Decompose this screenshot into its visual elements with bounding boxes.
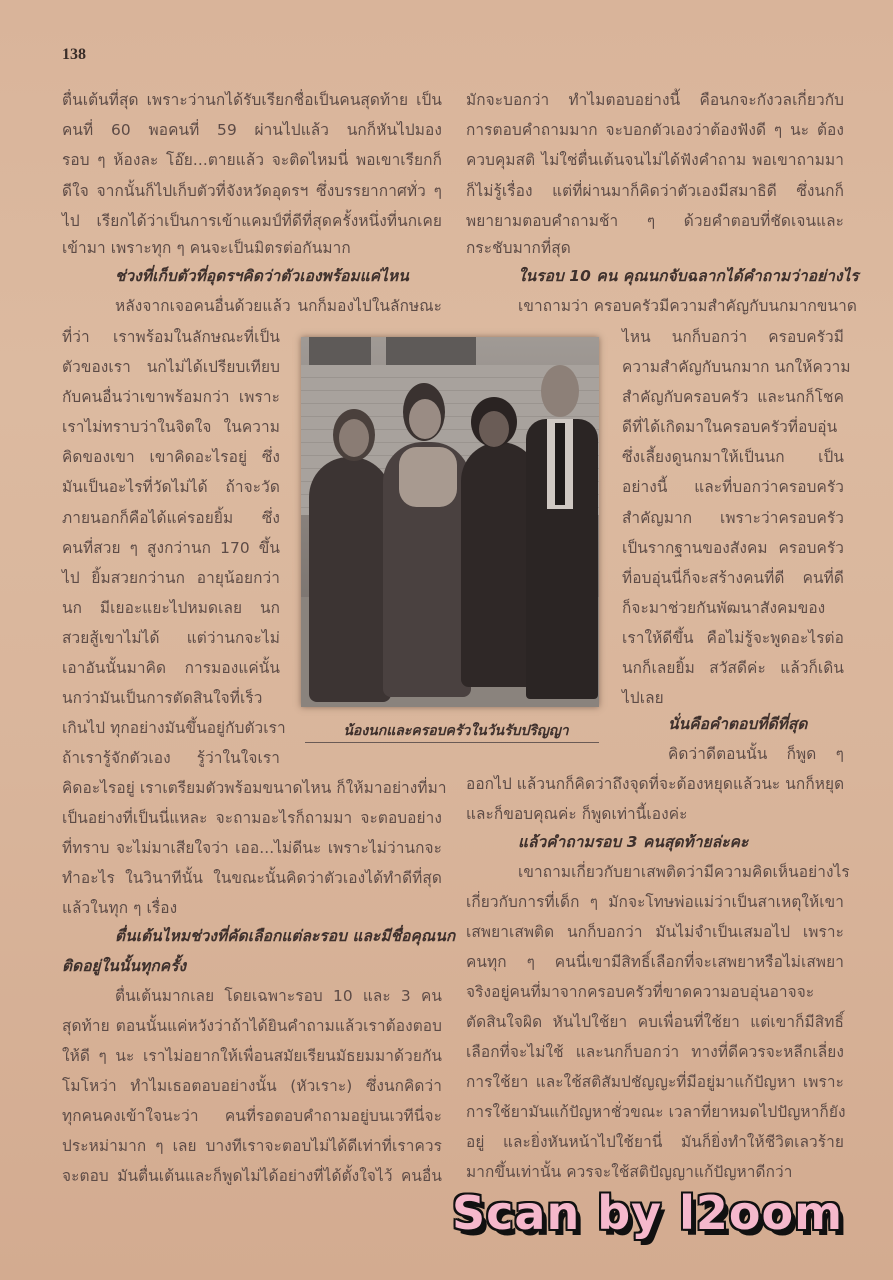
person-face — [339, 419, 369, 457]
text-line: ที่ว่า เราพร้อมในลักษณะที่เป็น — [62, 328, 280, 346]
text-line: เราไม่ทราบว่าในจิตใจ ในความ — [62, 418, 280, 436]
text-line: ซึ่งเลี้ยงดูนกมาให้เป็นนก เป็น — [622, 448, 844, 466]
section-heading: ในรอบ 10 คน คุณนกจับฉลากได้คำถามว่าอย่างไร — [518, 267, 859, 285]
photo-window — [386, 337, 476, 365]
text-line: นกก็เลยยิ้ม สวัสดีค่ะ แล้วก็เดิน — [622, 659, 844, 677]
text-line: สวยสู้เขาไม่ได้ แต่ว่านกจะไม่ — [62, 629, 280, 647]
text-line: จริงอยู่คนที่มาจากครอบครัวที่ขาดความอบอุ่นอาจจะ — [466, 983, 815, 1001]
text-line: ควบคุมสติ ไม่ใช่ตื่นเต้นจนไม่ได้ฟังคำถาม พอเขาถามมา — [466, 151, 844, 169]
text-line: ตื่นเต้นมากเลย โดยเฉพาะรอบ 10 และ 3 คน — [115, 987, 442, 1005]
text-line: ไป ยิ้มสวยกว่านก อายุน้อยกว่า — [62, 569, 280, 587]
text-line: เราให้ดีขึ้น คือไม่รู้จะพูดอะไรต่อ — [622, 629, 844, 647]
text-line: ทุกคนคงเข้าใจนะว่า คนที่รอตอบคำถามอยู่บนเวทีนี่จะ — [62, 1107, 442, 1125]
person-face — [409, 399, 441, 439]
text-line: ประหม่ามาก ๆ เลย บางทีเราจะตอบไม่ได้ดีเท่าที่เราควร — [62, 1137, 442, 1155]
necktie — [555, 423, 565, 505]
text-line: คนทุก ๆ คนนี่เขามีสิทธิ์เลือกที่จะเสพยาหรือไม่เสพยา — [466, 953, 844, 971]
family-photo — [301, 337, 599, 707]
text-line: ไหน นกก็บอกว่า ครอบครัวมี — [622, 328, 844, 346]
text-line: จะตอบ มันตื่นเต้นและก็พูดไม่ได้อย่างที่ได้ตั้งใจไว้ คนอื่น — [62, 1167, 442, 1185]
person-head — [541, 365, 579, 417]
text-line: เข้ามา เพราะทุก ๆ คนจะเป็นมิตรต่อกันมาก — [62, 239, 351, 257]
text-line: ถ้าเรารู้จักตัวเอง รู้ว่าในใจเรา — [62, 749, 280, 767]
text-line: ตื่นเต้นที่สุด เพราะว่านกได้รับเรียกชื่อเป็นคนสุดท้าย เป็น — [62, 91, 442, 109]
text-line: กับคนอื่นว่าเขาพร้อมกว่า เพราะ — [62, 388, 280, 406]
scanner-watermark: Scan by l2oom — [452, 1186, 844, 1240]
text-line: เกี่ยวกับการที่เด็ก ๆ มักจะโทษพ่อแม่ว่าเป็นสาเหตุให้เขา — [466, 893, 844, 911]
section-heading: ช่วงที่เก็บตัวที่อุดรฯคิดว่าตัวเองพร้อมแค่ไหน — [115, 267, 409, 285]
text-line: และก็ขอบคุณค่ะ ก็พูดเท่านี้เองค่ะ — [466, 805, 688, 823]
text-line: นกว่ามันเป็นการตัดสินใจที่เร็ว — [62, 689, 263, 707]
section-heading: ตื่นเต้นไหมช่วงที่คัดเลือกแต่ละรอบ และมีชื่อคุณนก — [115, 927, 456, 945]
text-line: เสพยาเสพติด นกก็บอกว่า มันไม่จำเป็นเสมอไป เพราะ — [466, 923, 844, 941]
text-line: เกินไป ทุกอย่างมันขึ้นอยู่กับตัวเรา — [62, 719, 286, 737]
text-line: กระชับมากที่สุด — [466, 239, 571, 257]
text-line: แล้วในทุก ๆ เรื่อง — [62, 899, 178, 917]
text-line: ความสำคัญกับนกมาก นกให้ความ — [622, 358, 851, 376]
text-line: คนที่สวย ๆ สูงกว่านก 170 ขึ้น — [62, 539, 280, 557]
text-line: ตัวของเรา นกไม่ได้เปรียบเทียบ — [62, 358, 280, 376]
text-line: รอบ ๆ ห้องละ โอ๊ย...ตายแล้ว จะติดไหมนี่ พอเขาเรียกก็ — [62, 151, 442, 169]
text-line: อย่างนี้ และที่บอกว่าครอบครัว — [622, 478, 844, 496]
text-line: นก มีเยอะแยะไปหมดเลย นก — [62, 599, 280, 617]
text-line: อยู่ และยิ่งหันหน้าไปใช้ยานี่ มันก็ยิ่งทำให้ชีวิตเลวร้าย — [466, 1133, 844, 1151]
text-line: มันเป็นอะไรที่วัดไม่ได้ ถ้าจะวัด — [62, 478, 280, 496]
section-heading: นั่นคือคำตอบที่ดีที่สุด — [668, 715, 808, 733]
text-line: ที่อบอุ่นนี่ก็จะสร้างคนที่ดี คนที่ดี — [622, 569, 844, 587]
person-face — [479, 411, 509, 447]
text-line: เขาถามว่า ครอบครัวมีความสำคัญกับนกมากขนาด — [518, 297, 858, 315]
photo-caption: น้องนกและครอบครัวในวันรับปริญญา — [343, 723, 569, 739]
person-silhouette — [309, 457, 391, 702]
text-line: คิดอะไรอยู่ เราเตรียมตัวพร้อมขนาดไหน ก็ให้มาอย่างที่มา — [62, 779, 447, 797]
photo-window — [309, 337, 371, 365]
text-line: ดีใจ จากนั้นก็ไปเก็บตัวที่จังหวัดอุดรฯ ซึ่งบรรยากาศทั่ว ๆ — [62, 182, 442, 200]
text-line: ดีที่ได้เกิดมาในครอบครัวที่อบอุ่น — [622, 418, 838, 436]
flower-bouquet — [399, 447, 457, 507]
text-line: ไปเลย — [622, 689, 664, 707]
page-number: 138 — [62, 46, 86, 63]
text-line: สุดท้าย ตอนนั้นแค่หวังว่าถ้าได้ยินคำถามแล้วเราต้องตอบ — [62, 1017, 442, 1035]
text-line: ก็ไม่รู้เรื่อง แต่ที่ผ่านมาก็คิดว่าตัวเองมีสมาธิดี ซึ่งนกก็ — [466, 182, 844, 200]
text-line: ตัดสินใจผิด หันไปใช้ยา คบเพื่อนที่ใช้ยา แต่เขาก็มีสิทธิ์ — [466, 1013, 844, 1031]
text-line: ออกไป แล้วนกก็คิดว่าถึงจุดที่จะต้องหยุดแล้วนะ นกก็หยุด — [466, 775, 845, 793]
text-line: สำคัญกับครอบครัว และนกก็โชค — [622, 388, 844, 406]
text-line: พยายามตอบคำถามช้า ๆ ด้วยคำตอบที่ชัดเจนและ — [466, 212, 844, 230]
text-line: เลือกที่จะไม่ใช้ และนกก็บอกว่า ทางที่ดีควรจะหลีกเลี่ยง — [466, 1043, 844, 1061]
caption-divider — [305, 742, 599, 743]
section-heading: ติดอยู่ในนั้นทุกครั้ง — [62, 957, 187, 975]
text-line: หลังจากเจอคนอื่นด้วยแล้ว นกก็มองไปในลักษณะ — [115, 297, 442, 315]
text-line: คิดของเขา เขาคิดอะไรอยู่ ซึ่ง — [62, 448, 280, 466]
text-line: ไป เรียกได้ว่าเป็นการเข้าแคมป์ที่ดีที่สุดครั้งหนึ่งที่นกเคย — [62, 212, 442, 230]
text-line: คนที่ 60 พอคนที่ 59 ผ่านไปแล้ว นกก็หันไปมอง — [62, 121, 442, 139]
text-line: ให้ดี ๆ นะ เราไม่อยากให้เพื่อนสมัยเรียนมัธยมมาด้วยกัน — [62, 1047, 442, 1065]
text-line: เอาอันนั้นมาคิด การมองแค่นั้น — [62, 659, 280, 677]
section-heading: แล้วคำถามรอบ 3 คนสุดท้ายล่ะคะ — [518, 833, 749, 851]
text-line: การตอบคำถามมาก จะบอกตัวเองว่าต้องฟังดี ๆ นะ ต้อง — [466, 121, 844, 139]
text-line: ภายนอกก็คือได้แค่รอยยิ้ม ซึ่ง — [62, 509, 280, 527]
text-line: เขาถามเกี่ยวกับยาเสพติดว่ามีความคิดเห็นอย่างไร — [518, 863, 850, 881]
text-line: ที่ทราบ จะไม่มาเสียใจว่า เออ...ไม่ดีนะ เพราะไม่ว่านกจะ — [62, 839, 442, 857]
text-line: การใช้ยา และใช้สติสัมปชัญญะที่มีอยู่มาแก้ปัญหา เพราะ — [466, 1073, 844, 1091]
text-line: คิดว่าดีตอนนั้น ก็พูด ๆ — [668, 745, 844, 763]
text-line: โมโหว่า ทำไมเธอตอบอย่างนั้น (หัวเราะ) ซึ่งนกคิดว่า — [62, 1077, 442, 1095]
text-line: มากขึ้นเท่านั้น ควรจะใช้สติปัญญาแก้ปัญหาดีกว่า — [466, 1163, 793, 1181]
text-line: การใช้ยามันแก้ปัญหาชั่วขณะ เวลาที่ยาหมดไปปัญหาก็ยัง — [466, 1103, 846, 1121]
text-line: เป็นรากฐานของสังคม ครอบครัว — [622, 539, 844, 557]
text-line: สำคัญมาก เพราะว่าครอบครัว — [622, 509, 844, 527]
text-line: ก็จะมาช่วยกันพัฒนาสังคมของ — [622, 599, 826, 617]
text-line: มักจะบอกว่า ทำไมตอบอย่างนี้ คือนกจะกังวลเกี่ยวกับ — [466, 91, 844, 109]
text-line: เป็นอย่างที่เป็นนี่แหละ จะถามอะไรก็ถามมา จะตอบอย่าง — [62, 809, 442, 827]
text-line: ทำอะไร ในวินาทีนั้น ในขณะนั้นคิดว่าตัวเองได้ทำดีที่สุด — [62, 869, 442, 887]
